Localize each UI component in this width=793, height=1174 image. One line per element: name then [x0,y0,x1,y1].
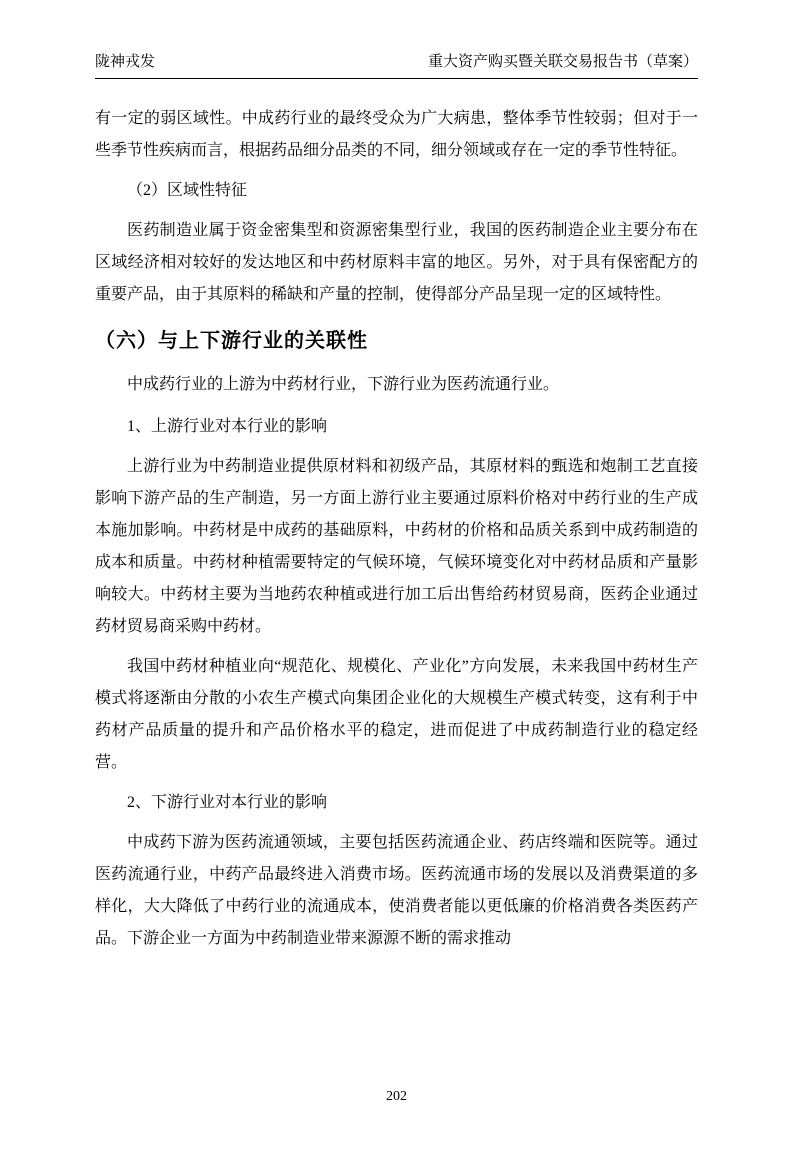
paragraph-upstream-influence: 上游行业为中药制造业提供原材料和初级产品，其原材料的甄选和炮制工艺直接影响下游产品的生产制造，另一方面上游行业主要通过原料价格对中药行业的生产成本施加影响。中药材是中成药的基础原料，中药材的价格和品质关系到中成药制造的成本和质量。中药材种植需要特定的气候环境，气候环境变化对中药材品质和产量影响较大。中药材主要为当地药农种植或进行加工后出售给药材贸易商，医药企业通过药材贸易商采购中药材。 [95,458,698,635]
paragraph-planting-development: 我国中药材种植业向“规范化、规模化、产业化”方向发展，未来我国中药材生产模式将逐渐由分散的小农生产模式向集团企业化的大规模生产模式转变，这有利于中药材产品质量的提升和产品价格水平的稳定，进而促进了中成药制造行业的稳定经营。 [95,658,698,771]
header-company-name: 陇神戎发 [95,54,156,70]
item-heading-downstream: 2、下游行业对本行业的影响 [127,794,328,811]
section-heading-industry-chain: （六）与上下游行业的关联性 [95,330,368,352]
document-page [0,52,793,1174]
header-report-title: 重大资产购买暨关联交易报告书（草案） [427,54,698,70]
subsection-heading-regional: （2）区域性特征 [127,182,248,199]
page-header [95,52,698,79]
paragraph-seasonality-continuation: 有一定的弱区域性。中成药行业的最终受众为广大病患，整体季节性较弱；但对于一些季节性疾病而言，根据药品细分品类的不同，细分领域或存在一定的季节性特征。 [95,110,698,159]
page-number: 202 [386,1089,407,1104]
paragraph-downstream-influence: 中成药下游为医药流通领域，主要包括医药流通企业、药店终端和医院等。通过医药流通行业，中药产品最终进入消费市场。医药流通市场的发展以及消费渠道的多样化，大大降低了中药行业的流通成本，使消费者能以更低廉的价格消费各类医药产品。下游企业一方面为中药制造业带来源源不断的需求推动 [95,834,698,947]
item-heading-upstream: 1、上游行业对本行业的影响 [127,418,328,435]
paragraph-chain-intro: 中成药行业的上游为中药材行业，下游行业为医药流通行业。 [127,376,560,393]
document-body [95,103,698,955]
paragraph-regional-characteristics: 医药制造业属于资金密集型和资源密集型行业，我国的医药制造企业主要分布在区域经济相对较好的发达地区和中药材原料丰富的地区。另外，对于具有保密配方的重要产品，由于其原料的稀缺和产量的控制，使得部分产品呈现一定的区域特性。 [95,222,698,303]
